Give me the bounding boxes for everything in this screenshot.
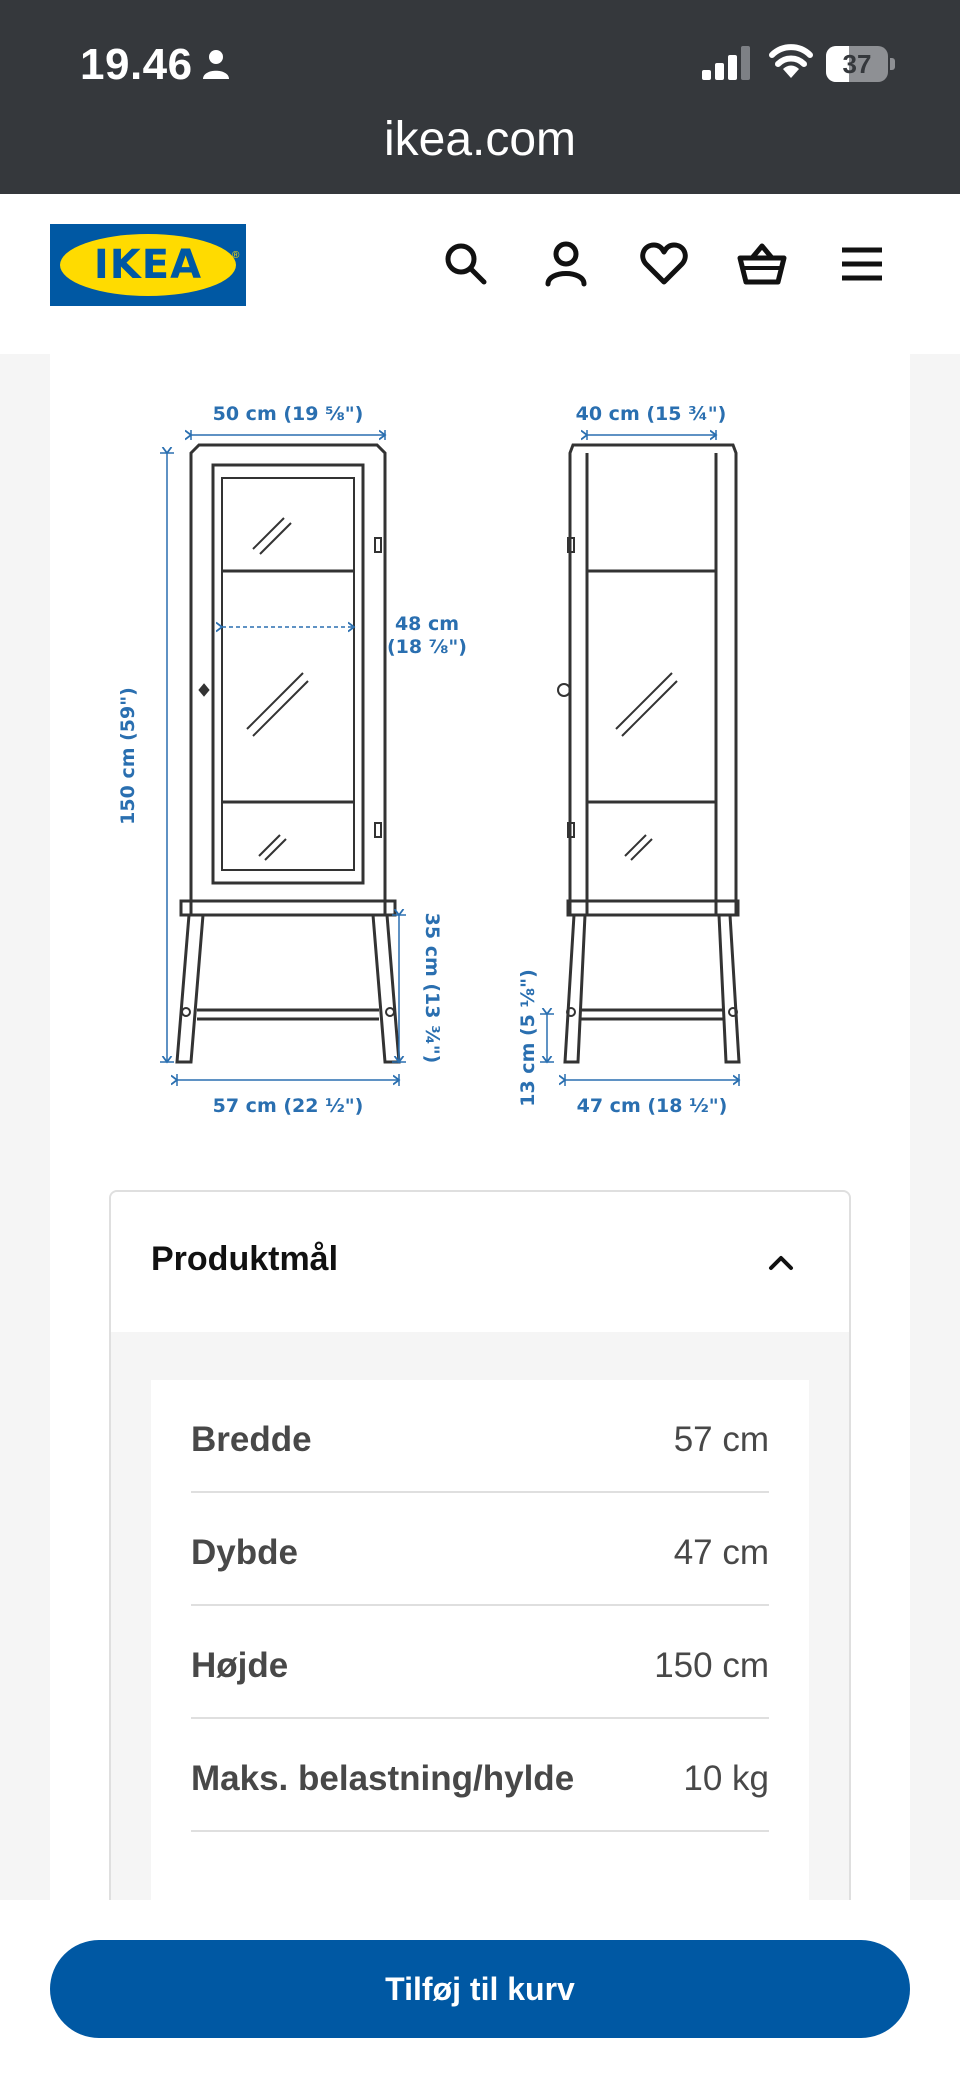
status-bar — [0, 0, 960, 194]
ikea-logo[interactable]: IKEA ® — [50, 224, 246, 306]
signal-icon — [700, 46, 752, 80]
front-view-drawing — [177, 445, 399, 1062]
front-height-label: 150 cm (59") — [117, 687, 139, 825]
product-dimensions-accordion — [109, 1190, 851, 1990]
side-view-drawing — [558, 445, 739, 1062]
dimension-label: Bredde — [191, 1420, 312, 1459]
status-time: 19.46 — [80, 40, 193, 89]
cart-basket-icon[interactable] — [736, 238, 788, 290]
account-icon[interactable] — [540, 238, 592, 290]
dimension-value: 47 cm — [673, 1533, 769, 1572]
dimension-row-depth — [191, 1493, 769, 1606]
battery-level: 37 — [842, 49, 872, 79]
wishlist-heart-icon[interactable] — [638, 238, 690, 290]
front-inner-width-label-2: (18 ⅞") — [387, 636, 467, 658]
dimension-value: 10 kg — [683, 1759, 769, 1798]
accordion-header[interactable] — [111, 1192, 849, 1332]
menu-icon[interactable] — [836, 238, 888, 290]
dimension-value: 150 cm — [654, 1646, 769, 1685]
site-header — [0, 194, 960, 354]
dimension-row-max-load — [191, 1719, 769, 1832]
chevron-up-icon[interactable] — [763, 1244, 799, 1280]
dimension-value: 57 cm — [673, 1420, 769, 1459]
dimension-row-height — [191, 1606, 769, 1719]
add-to-cart-button[interactable]: Tilføj til kurv — [50, 1940, 910, 2038]
side-stretcher-height-label: 13 cm (5 ⅛") — [517, 969, 539, 1107]
front-width-label: 50 cm (19 ⅝") — [212, 403, 364, 425]
search-icon[interactable] — [440, 238, 492, 290]
wifi-icon — [768, 42, 814, 80]
address-bar-url[interactable]: ikea.com — [383, 113, 577, 166]
side-depth-label: 40 cm (15 ¾") — [575, 403, 727, 425]
accordion-title: Produktmål — [151, 1240, 339, 1278]
person-icon — [200, 48, 232, 80]
side-base-depth-label: 47 cm (18 ½") — [576, 1095, 728, 1117]
dimension-row-width — [191, 1380, 769, 1493]
front-inner-width-label-1: 48 cm — [394, 613, 460, 635]
dimensions-list — [151, 1380, 809, 1990]
dimension-drawing — [110, 374, 870, 1174]
dimension-label: Højde — [191, 1646, 289, 1685]
battery-icon — [826, 46, 896, 82]
dimension-label: Dybde — [191, 1533, 298, 1572]
logo-text: IKEA — [93, 242, 203, 288]
sticky-bottom-bar — [0, 1900, 960, 2078]
dimension-label: Maks. belastning/hylde — [191, 1759, 575, 1798]
front-base-width-label: 57 cm (22 ½") — [212, 1095, 364, 1117]
front-leg-height-label: 35 cm (13 ¾") — [421, 912, 443, 1064]
